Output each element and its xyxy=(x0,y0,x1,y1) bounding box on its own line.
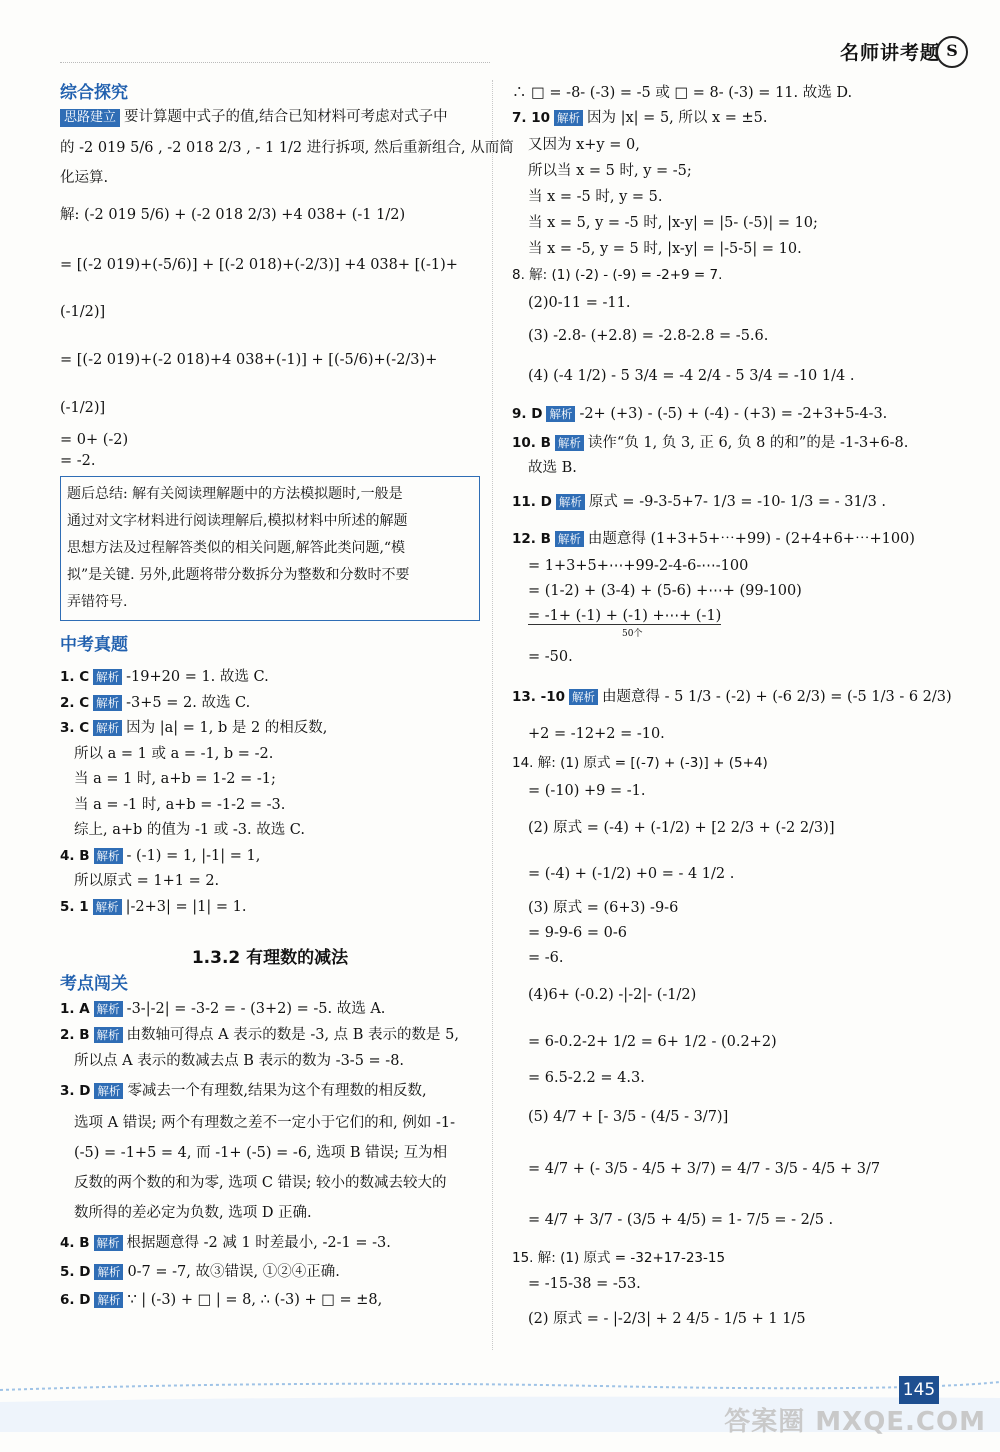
page-number: 145 xyxy=(899,1376,939,1404)
silu-text-1: 要计算题中式子的值,结合已知材料可考虑对式子中 xyxy=(124,109,448,125)
answer-text: 由题意得 - 5 1/3 - (-2) + (-6 2/3) = (-5 1/3 - 6 2/3) xyxy=(602,689,952,705)
answer-text: - (-1) = 1, |-1| = 1, xyxy=(126,847,261,864)
answer-continuation: 所以原式 = 1+1 = 2. xyxy=(74,873,220,889)
answer-continuation: (4)6+ (-0.2) -|-2|- (-1/2) xyxy=(528,987,697,1003)
tag-jiexi: 解析 xyxy=(555,531,584,547)
answer-continuation: = -6. xyxy=(528,950,564,966)
answer-continuation: 所以 a = 1 或 a = -1, b = -2. xyxy=(74,745,274,762)
answer-number: 4. B xyxy=(60,1235,90,1251)
answer-text: 由题意得 (1+3+5+⋯+99) - (2+4+6+⋯+100) xyxy=(587,531,915,547)
answer-number: 12. B xyxy=(512,531,551,547)
section-title-subtraction: 1.3.2 有理数的减法 xyxy=(191,948,349,968)
answer-number: 2. C xyxy=(60,694,90,711)
answer-number: 5. 1 xyxy=(60,898,89,915)
answer-continuation: 又因为 x+y = 0, xyxy=(528,137,640,153)
solution-line-2: = [(-2 019)+(-5/6)] + [(-2 018)+(-2/3)] +4 038+ [(-1)+ xyxy=(60,257,458,273)
solution-line-4: = [(-2 019)+(-2 018)+4 038+(-1)] + [(-5/6)+(-2/3)+ xyxy=(60,352,438,368)
header-divider xyxy=(60,62,490,63)
tag-jiexi: 解析 xyxy=(93,899,122,915)
answer-continuation: = 1+3+5+⋯+99-2-4-6-⋯-100 xyxy=(528,558,749,574)
answer-continuation: 反数的两个数的和为零, 选项 C 错误; 较小的数减去较大的 xyxy=(74,1175,447,1191)
list-item xyxy=(512,104,952,132)
answer-number: 7. 10 xyxy=(512,110,551,126)
answer-continuation: = 9-9-6 = 0-6 xyxy=(528,925,627,941)
left-column xyxy=(60,82,514,1314)
answer-continuation: (3) -2.8- (+2.8) = -2.8-2.8 = -5.6. xyxy=(528,328,769,344)
watermark: 答案圈 MXQE.COM xyxy=(724,1407,986,1437)
answer-text: 读作“负 1, 负 3, 正 6, 负 8 的和”的是 -1-3+6-8. xyxy=(587,435,909,451)
silu-line-2: 的 -2 019 5/6 , -2 018 2/3 , - 1 1/2 进行拆项, 然后重新组合, 从而简 xyxy=(60,140,514,156)
answer-8: 8. 解: (1) (-2) - (-9) = -2+9 = 7. xyxy=(512,267,723,283)
summary-box xyxy=(60,476,480,621)
list-item xyxy=(60,716,480,742)
answer-text: 因为 |a| = 1, b 是 2 的相反数, xyxy=(126,720,328,736)
answer-text: 因为 |x| = 5, 所以 x = ±5. xyxy=(587,110,768,126)
tag-jiexi: 解析 xyxy=(94,1083,123,1099)
tag-jiexi: 解析 xyxy=(94,1264,123,1280)
list-item xyxy=(60,895,480,921)
solution-line-1: 解: (-2 019 5/6) + (-2 018 2/3) +4 038+ (-1 1/2) xyxy=(60,207,406,223)
silu-line-3: 化运算. xyxy=(60,170,109,186)
series-brand: 名师讲考题 xyxy=(839,42,940,64)
answer-continuation xyxy=(512,604,952,628)
answer-continuation: 选项 A 错误; 两个有理数之差不一定小于它们的和, 例如 -1- xyxy=(74,1115,456,1131)
answer-number: 3. D xyxy=(60,1083,91,1099)
answer-number: 6. D xyxy=(60,1292,91,1308)
list-item xyxy=(512,674,952,720)
answer-continuation: 所以点 A 表示的数减去点 B 表示的数为 -3-5 = -8. xyxy=(74,1053,405,1069)
answer-number: 11. D xyxy=(512,494,552,510)
zhongkao-answers xyxy=(60,665,480,920)
answer-text: 零减去一个有理数,结果为这个有理数的相反数, xyxy=(127,1083,427,1099)
answer-continuation: 当 a = 1 时, a+b = 1-2 = -1; xyxy=(74,771,276,787)
answer-continuation: (2) 原式 = - |-2/3| + 2 4/5 - 1/5 + 1 1/5 xyxy=(528,1311,806,1327)
list-item xyxy=(60,844,480,870)
answer-continuation: (3) 原式 = (6+3) -9-6 xyxy=(528,900,679,916)
summary-line-1: 题后总结: 解有关阅读理解题中的方法模拟题时,一般是 xyxy=(67,486,403,502)
answer-continuation: = -15-38 = -53. xyxy=(528,1276,641,1292)
tag-jiexi: 解析 xyxy=(94,1292,123,1308)
list-item xyxy=(60,996,480,1022)
answer-text: -19+20 = 1. 故选 C. xyxy=(126,669,269,685)
tag-jiexi: 解析 xyxy=(93,669,122,685)
tag-jiexi: 解析 xyxy=(555,435,584,451)
list-item xyxy=(512,524,952,554)
answer-continuation: = (-4) + (-1/2) +0 = - 4 1/2 . xyxy=(528,866,735,882)
answer-continuation: 当 a = -1 时, a+b = -1-2 = -3. xyxy=(74,796,286,813)
answer-14: 14. 解: (1) 原式 = [(-7) + (-3)] + (5+4) xyxy=(512,755,768,771)
answer-number: 9. D xyxy=(512,406,543,422)
answer-text: 原式 = -9-3-5+7- 1/3 = -10- 1/3 = - 31/3 . xyxy=(588,494,887,510)
answer-text: 0-7 = -7, 故③错误, ①②④正确. xyxy=(127,1264,340,1280)
column-divider xyxy=(492,80,493,1350)
section-title-zhongkao: 中考真题 xyxy=(60,635,128,655)
answer-continuation: 当 x = -5, y = 5 时, |x-y| = |-5-5| = 10. xyxy=(528,241,802,257)
right-column xyxy=(512,82,952,1341)
list-item xyxy=(512,480,952,524)
answer-text: -3-|-2| = -3-2 = - (3+2) = -5. 故选 A. xyxy=(126,1001,386,1017)
tag-jiexi: 解析 xyxy=(94,848,123,864)
underbrace-note: 50个 xyxy=(622,629,643,639)
answer-continuation: +2 = -12+2 = -10. xyxy=(528,726,665,742)
tag-jiexi: 解析 xyxy=(94,1235,123,1251)
answer-15: 15. 解: (1) 原式 = -32+17-23-15 xyxy=(512,1250,726,1266)
answer-continuation: = 4/7 + 3/7 - (3/5 + 4/5) = 1- 7/5 = - 2/5 . xyxy=(528,1212,834,1228)
answer-number: 4. B xyxy=(60,847,90,864)
brand-logo-icon: S xyxy=(936,36,968,68)
tag-jiexi: 解析 xyxy=(94,1001,123,1017)
answer-text: 根据题意得 -2 减 1 时差最小, -2-1 = -3. xyxy=(126,1235,391,1251)
list-item xyxy=(60,1228,480,1258)
answer-number: 10. B xyxy=(512,435,551,451)
answer-continuation: (2)0-11 = -11. xyxy=(528,295,631,311)
answer-text: ∵ | (-3) + □ | = 8, ∴ (-3) + □ = ±8, xyxy=(127,1292,383,1308)
answer-continuation: 综上, a+b 的值为 -1 或 -3. 故选 C. xyxy=(74,822,305,838)
solution-line-3: (-1/2)] xyxy=(60,304,106,320)
answer-text: 由数轴可得点 A 表示的数是 -3, 点 B 表示的数是 5, xyxy=(126,1027,459,1043)
answer-number: 1. C xyxy=(60,669,90,685)
list-item xyxy=(60,1258,480,1286)
tag-silu: 思路建立 xyxy=(60,109,120,127)
tag-jiexi: 解析 xyxy=(556,494,585,510)
answer-continuation: = -50. xyxy=(528,649,573,665)
section-title-zonghe: 综合探究 xyxy=(60,83,128,103)
section-title-kaodian: 考点闯关 xyxy=(60,974,128,994)
tag-jiexi: 解析 xyxy=(93,695,122,711)
answer-text: -3+5 = 2. 故选 C. xyxy=(126,694,251,711)
answer-number: 13. -10 xyxy=(512,689,566,705)
tag-jiexi: 解析 xyxy=(546,406,575,422)
list-item xyxy=(60,1286,480,1314)
silu-line-1 xyxy=(60,104,480,130)
list-item xyxy=(512,398,952,430)
summary-line-5: 弄错符号. xyxy=(67,594,128,610)
tag-jiexi: 解析 xyxy=(93,720,122,736)
answer-number: 5. D xyxy=(60,1264,91,1280)
solution-line-6: = 0+ (-2) xyxy=(60,432,129,448)
solution-line-5: (-1/2)] xyxy=(60,400,106,416)
answer-continuation: 所以当 x = 5 时, y = -5; xyxy=(528,163,692,179)
summary-line-4: 拟”是关键. 另外,此题将带分数拆分为整数和分数时不要 xyxy=(67,567,410,583)
answer-continuation: = 4/7 + (- 3/5 - 4/5 + 3/7) = 4/7 - 3/5 - 4/5 + 3/7 xyxy=(528,1161,881,1177)
summary-line-3: 思想方法及过程解答类似的相关问题,解答此类问题,“模 xyxy=(67,540,406,556)
answer-text: |-2+3| = |1| = 1. xyxy=(125,898,247,915)
answer-continuation: 故选 B. xyxy=(528,460,577,476)
list-item xyxy=(60,691,480,717)
answer-continuation: ∴ □ = -8- (-3) = -5 或 □ = 8- (-3) = 11. 故选 D. xyxy=(512,85,853,101)
answer-continuation: (2) 原式 = (-4) + (-1/2) + [2 2/3 + (-2 2/3)] xyxy=(528,820,835,836)
underbrace-sum: = -1+ (-1) + (-1) +⋯+ (-1) xyxy=(528,608,722,624)
tag-jiexi: 解析 xyxy=(94,1027,123,1043)
answer-continuation: (5) 4/7 + [- 3/5 - (4/5 - 3/7)] xyxy=(528,1109,729,1125)
answer-continuation: 数所得的差必定为负数, 选项 D 正确. xyxy=(74,1205,312,1221)
list-item xyxy=(60,1074,480,1108)
answer-continuation: = (1-2) + (3-4) + (5-6) +⋯+ (99-100) xyxy=(528,583,802,599)
list-item xyxy=(60,665,480,691)
answer-continuation: 当 x = 5, y = -5 时, |x-y| = |5- (-5)| = 10; xyxy=(528,215,818,231)
answer-continuation: (-5) = -1+5 = 4, 而 -1+ (-5) = -6, 选项 B 错误; 互为相 xyxy=(74,1145,448,1161)
tag-jiexi: 解析 xyxy=(554,110,583,126)
list-item xyxy=(60,1022,480,1048)
answer-number: 2. B xyxy=(60,1027,90,1043)
answer-continuation: = 6-0.2-2+ 1/2 = 6+ 1/2 - (0.2+2) xyxy=(528,1034,777,1050)
list-item xyxy=(512,430,952,456)
solution-line-7: = -2. xyxy=(60,453,96,469)
answer-continuation: 当 x = -5 时, y = 5. xyxy=(528,189,663,205)
answer-number: 1. A xyxy=(60,1001,90,1017)
summary-line-2: 通过对文字材料进行阅读理解后,模拟材料中所述的解题 xyxy=(67,513,408,529)
answer-text: -2+ (+3) - (-5) + (-4) - (+3) = -2+3+5-4-3. xyxy=(579,406,888,422)
kaodian-answers xyxy=(60,996,480,1314)
answer-continuation: = (-10) +9 = -1. xyxy=(528,783,646,799)
answer-number: 3. C xyxy=(60,720,90,736)
answer-continuation: = 6.5-2.2 = 4.3. xyxy=(528,1070,645,1086)
tag-jiexi: 解析 xyxy=(569,689,598,705)
answer-continuation: (4) (-4 1/2) - 5 3/4 = -4 2/4 - 5 3/4 = -10 1/4 . xyxy=(528,368,855,384)
